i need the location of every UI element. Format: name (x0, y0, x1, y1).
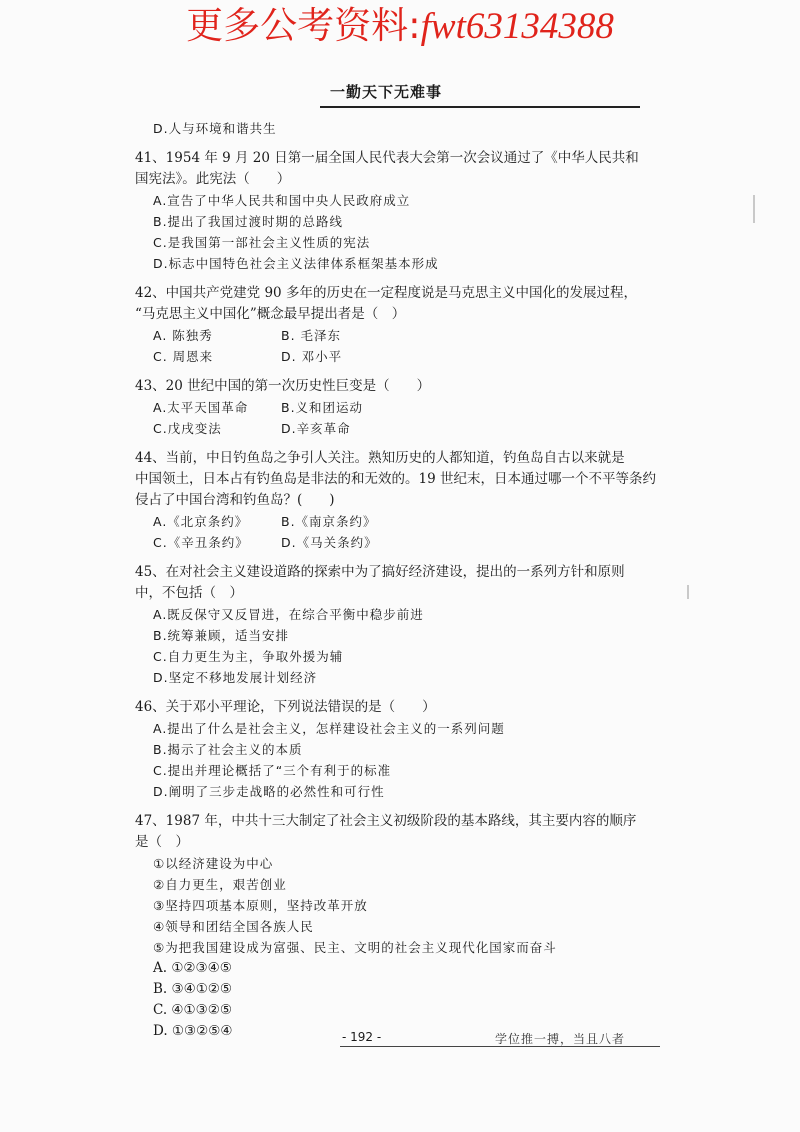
watermark-contact: fwt63134388 (420, 6, 614, 47)
question-42 (135, 283, 655, 367)
question-stem-line: 46、关于邓小平理论，下列说法错误的是（ ） (135, 699, 436, 715)
option: D. 邓小平 (281, 349, 343, 364)
option-row (135, 346, 655, 367)
watermark-prefix: 更多公考资料: (186, 4, 421, 47)
question-stem-line: 44、当前，中日钓鱼岛之争引人关注。熟知历史的人都知道，钓鱼岛自古以来就是 (135, 450, 625, 466)
question-stem-line: “马克思主义中国化”概念最早提出者是（ ） (135, 306, 406, 322)
question-46 (135, 697, 655, 802)
option: C. ④①③②⑤ (153, 1002, 232, 1018)
option: C.自力更生为主，争取外援为辅 (153, 649, 344, 664)
option: A.《北京条约》 (153, 514, 249, 529)
question-stem-line: 43、20 世纪中国的第一次历史性巨变是（ ） (135, 378, 431, 394)
question-content (135, 118, 655, 1042)
option: A.既反保守又反冒进，在综合平衡中稳步前进 (153, 607, 424, 622)
footer-rule (340, 1046, 660, 1047)
option: ⑤为把我国建设成为富强、民主、文明的社会主义现代化国家而奋斗 (153, 940, 557, 955)
option-row (135, 511, 655, 532)
question-stem-line: 中，不包括（ ） (135, 585, 243, 601)
question-stem-line: 是（ ） (135, 834, 189, 850)
scan-edge-mark (753, 195, 755, 223)
option: A.提出了什么是社会主义，怎样建设社会主义的一系列问题 (153, 721, 505, 736)
question-43 (135, 376, 655, 439)
question-stem-line: 42、中国共产党建党 90 多年的历史在一定程度说是马克思主义中国化的发展过程， (135, 285, 637, 301)
page-header-title: 一勤天下无难事 (330, 83, 443, 101)
option: ④领导和团结全国各族人民 (153, 919, 314, 934)
question-47 (135, 811, 655, 1042)
option: B. ③④①②⑤ (153, 981, 233, 997)
option: B.提出了我国过渡时期的总路线 (153, 214, 344, 229)
option: C.是我国第一部社会主义性质的宪法 (153, 235, 371, 250)
option: D.辛亥革命 (281, 421, 351, 436)
option: B.义和团运动 (281, 400, 364, 415)
option: D.《马关条约》 (281, 535, 378, 550)
option: D.坚定不移地发展计划经济 (153, 670, 318, 685)
footer-motto: 学位推一搏，当且八者 (495, 1032, 626, 1046)
question-stem-line: 中国领土，日本占有钓鱼岛是非法的和无效的。19 世纪末，日本通过哪一个不平等条约 (135, 471, 656, 487)
page-number: - 192 - (342, 1030, 382, 1044)
option: C. 周恩来 (153, 349, 214, 364)
option: B.揭示了社会主义的本质 (153, 742, 303, 757)
question-stem-line: 45、在对社会主义建设道路的探索中为了搞好经济建设，提出的一系列方针和原则 (135, 564, 625, 580)
watermark-banner (0, 4, 800, 49)
question-stem-line: 国宪法》。此宪法（ ） (135, 171, 291, 187)
question-45 (135, 562, 655, 688)
question-stem-line: 47、1987 年，中共十三大制定了社会主义初级阶段的基本路线，其主要内容的顺序 (135, 813, 637, 829)
option: ③坚持四项基本原则，坚持改革开放 (153, 898, 368, 913)
option: A. 陈独秀 (153, 328, 213, 343)
option-row (135, 397, 655, 418)
option: ②自力更生，艰苦创业 (153, 877, 287, 892)
option: A.宣告了中华人民共和国中央人民政府成立 (153, 193, 411, 208)
carryover-option: D.人与环境和谐共生 (153, 121, 277, 136)
question-44 (135, 448, 655, 553)
question-41 (135, 148, 655, 274)
option: C.戊戌变法 (153, 421, 222, 436)
option: B. 毛泽东 (281, 328, 342, 343)
option: D.阐明了三步走战略的必然性和可行性 (153, 784, 385, 799)
header-rule (320, 106, 640, 108)
option: D. ①③②⑤④ (153, 1023, 233, 1039)
scan-edge-mark (687, 585, 689, 599)
question-stem-line: 侵占了中国台湾和钓鱼岛？( ) (135, 492, 335, 508)
option: B.《南京条约》 (281, 514, 377, 529)
option: ①以经济建设为中心 (153, 856, 274, 871)
question-stem-line: 41、1954 年 9 月 20 日第一届全国人民代表大会第一次会议通过了《中华人民共和 (135, 150, 639, 166)
option: A.太平天国革命 (153, 400, 249, 415)
option: A. ①②③④⑤ (153, 960, 232, 976)
option: C.提出并理论概括了“三个有利于的标准 (153, 763, 392, 778)
option-row (135, 532, 655, 553)
option: C.《辛丑条约》 (153, 535, 249, 550)
option: B.统筹兼顾，适当安排 (153, 628, 290, 643)
option: D.标志中国特色社会主义法律体系框架基本形成 (153, 256, 439, 271)
option-row (135, 325, 655, 346)
option-row (135, 418, 655, 439)
